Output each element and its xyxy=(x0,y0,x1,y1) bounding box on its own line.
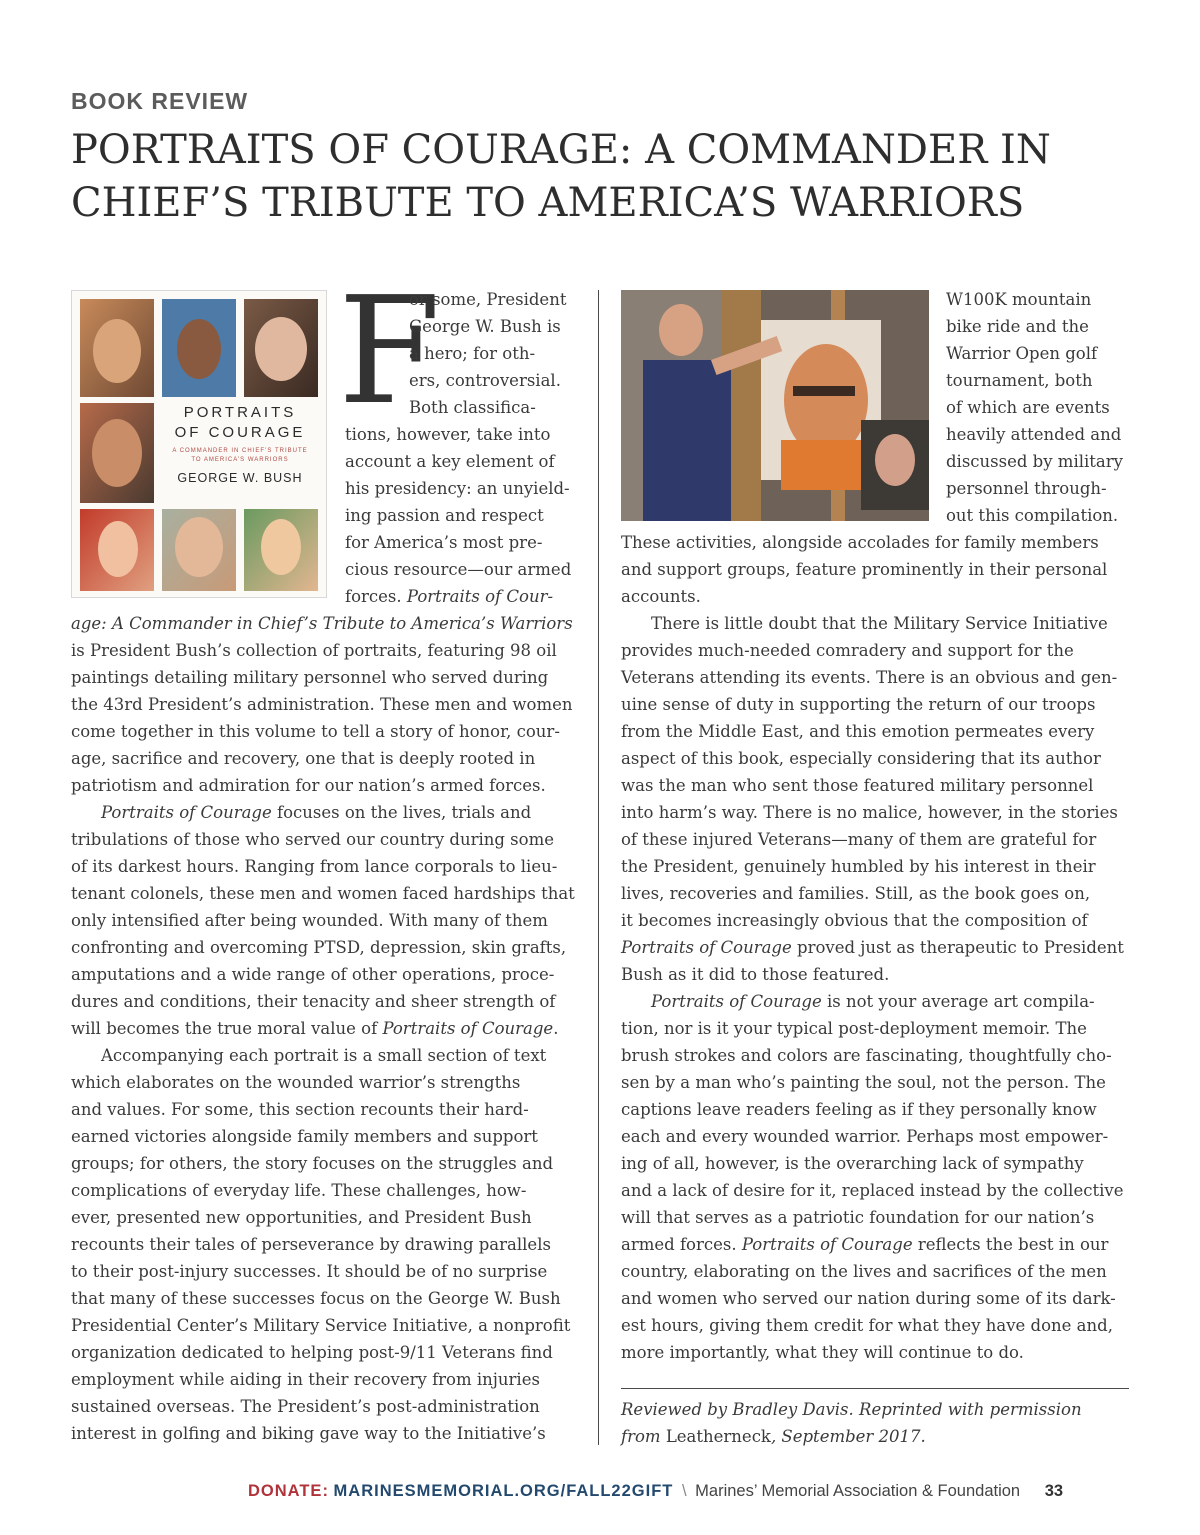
text-line: out this compilation. xyxy=(946,506,1119,525)
text-line: for America’s most pre- xyxy=(345,533,543,552)
text-line: employment while aiding in their recovery from injuries xyxy=(71,1370,540,1389)
text-line: Portraits of Courage is not your average art compila- xyxy=(651,992,1095,1011)
text-line: tribulations of those who served our country during some xyxy=(71,830,554,849)
text-line: heavily attended and xyxy=(946,425,1122,444)
text-line: ing passion and respect xyxy=(345,506,544,525)
text-line: paintings detailing military personnel who served during xyxy=(71,668,549,687)
book-title-italic: Portraits of Cour- xyxy=(406,587,554,606)
text-line: or some, President xyxy=(409,290,567,309)
text-line: Both classifica- xyxy=(409,398,536,417)
text-line: Warrior Open golf xyxy=(946,344,1098,363)
text-line: These activities, alongside accolades for family members xyxy=(621,533,1099,552)
cover-tagline-line: A COMMANDER IN CHIEF’S TRIBUTE xyxy=(172,448,308,454)
text-line: provides much-needed comradery and support for the xyxy=(621,641,1074,660)
text-line: Veterans attending its events. There is an obvious and gen- xyxy=(621,668,1118,687)
cover-author: GEORGE W. BUSH xyxy=(177,471,303,485)
text-line: into harm’s way. There is no malice, however, in the stories xyxy=(621,803,1118,822)
title-line: CHIEF’S TRIBUTE TO AMERICA’S WARRIORS xyxy=(71,180,1025,226)
text-line: Accompanying each portrait is a small section of text xyxy=(101,1046,547,1065)
text-line: that many of these successes focus on the George W. Bush xyxy=(71,1289,561,1308)
text-line: interest in golfing and biking gave way to the Initiative’s xyxy=(71,1424,546,1443)
text-line: and a lack of desire for it, replaced instead by the collective xyxy=(621,1181,1124,1200)
text-line: aspect of this book, especially considering that its author xyxy=(621,749,1101,768)
text-line: of its darkest hours. Ranging from lance corporals to lieu- xyxy=(71,857,558,876)
book-title-italic: Portraits of Courage xyxy=(101,803,272,822)
text-line: cious resource—our armed xyxy=(345,560,572,579)
signature-divider xyxy=(621,1388,1129,1389)
text-line: earned victories alongside family members and support xyxy=(71,1127,538,1146)
text-line: is President Bush’s collection of portraits, featuring 98 oil xyxy=(71,641,557,660)
text-line: tions, however, take into xyxy=(345,425,551,444)
text-line: uine sense of duty in supporting the return of our troops xyxy=(621,695,1096,714)
text-line: of these injured Veterans—many of them are grateful for xyxy=(621,830,1097,849)
text-line: ever, presented new opportunities, and President Bush xyxy=(71,1208,532,1227)
text-line: recounts their tales of perseverance by drawing parallels xyxy=(71,1235,551,1254)
section-label: BOOK REVIEW xyxy=(71,88,249,114)
text-line: organization dedicated to helping post-9/11 Veterans find xyxy=(71,1343,553,1362)
text-line: confronting and overcoming PTSD, depression, skin grafts, xyxy=(71,938,567,957)
text-line: and women who served our nation during some of its dark- xyxy=(621,1289,1116,1308)
text-line: the President, genuinely humbled by his interest in their xyxy=(621,857,1096,876)
text-line: Presidential Center’s Military Service Initiative, a nonprofit xyxy=(71,1316,571,1335)
right-column xyxy=(621,286,1131,1366)
article-title xyxy=(71,124,1131,230)
page-number: 33 xyxy=(1044,1482,1064,1500)
text-line: sustained overseas. The President’s post-administration xyxy=(71,1397,540,1416)
page-footer xyxy=(248,1482,1118,1501)
text-line: a hero; for oth- xyxy=(409,344,536,363)
credit-line: from Leatherneck, September 2017. xyxy=(621,1427,926,1446)
text-line: Portraits of Courage focuses on the lives, trials and xyxy=(101,803,532,822)
text-line: complications of everyday life. These challenges, how- xyxy=(71,1181,527,1200)
text-line: country, elaborating on the lives and sacrifices of the men xyxy=(621,1262,1107,1281)
column-divider xyxy=(598,290,599,1445)
text-line: each and every wounded warrior. Perhaps most empower- xyxy=(621,1127,1109,1146)
cover-tagline-line: TO AMERICA’S WARRIORS xyxy=(191,457,289,463)
text-line: captions leave readers feeling as if they personally know xyxy=(621,1100,1097,1119)
text-line: There is little doubt that the Military Service Initiative xyxy=(651,614,1108,633)
text-line: his presidency: an unyield- xyxy=(345,479,570,498)
text-line: groups; for others, the story focuses on the struggles and xyxy=(71,1154,554,1173)
text-line: est hours, giving them credit for what they have done and, xyxy=(621,1316,1113,1335)
text-line: age: A Commander in Chief’s Tribute to America’s Warriors xyxy=(71,614,573,633)
credit-line: Reviewed by Bradley Davis. Reprinted with permission xyxy=(621,1400,1082,1419)
text-line: W100K mountain xyxy=(946,290,1092,309)
text-line: bike ride and the xyxy=(946,317,1089,336)
footer-separator: \ xyxy=(681,1482,687,1500)
text-line: come together in this volume to tell a story of honor, cour- xyxy=(71,722,560,741)
title-line: PORTRAITS OF COURAGE: A COMMANDER IN xyxy=(71,127,1051,173)
text-line: the 43rd President’s administration. These men and women xyxy=(71,695,573,714)
left-column xyxy=(71,265,586,1447)
text-line: from the Middle East, and this emotion permeates every xyxy=(621,722,1095,741)
text-line: to their post-injury successes. It should be of no surprise xyxy=(71,1262,548,1281)
text-line: Bush as it did to those featured. xyxy=(621,965,890,984)
cover-title-line: PORTRAITS xyxy=(183,404,297,421)
text-line: tion, nor is it your typical post-deployment memoir. The xyxy=(621,1019,1087,1038)
text-line: which elaborates on the wounded warrior’s strengths xyxy=(71,1073,521,1092)
text-line: forces. Portraits of Cour- xyxy=(345,587,554,606)
publication-name: Leatherneck xyxy=(665,1427,771,1446)
text-line: age, sacrifice and recovery, one that is deeply rooted in xyxy=(71,749,536,768)
text-line: and support groups, feature prominently in their personal xyxy=(621,560,1108,579)
text-line: Portraits of Courage proved just as therapeutic to President xyxy=(621,938,1124,957)
text-line: lives, recoveries and families. Still, as the book goes on, xyxy=(621,884,1091,903)
text-line: will that serves as a patriotic foundation for our nation’s xyxy=(621,1208,1095,1227)
book-title-italic: Portraits of Courage xyxy=(741,1235,913,1254)
text-line: sen by a man who’s painting the soul, not the person. The xyxy=(621,1073,1106,1092)
text-line: and values. For some, this section recounts their hard- xyxy=(71,1100,529,1119)
text-line: it becomes increasingly obvious that the composition of xyxy=(621,911,1088,930)
text-line: of which are events xyxy=(946,398,1110,417)
book-title-italic: Portraits of Courage xyxy=(621,938,792,957)
text-line: more importantly, what they will continue to do. xyxy=(621,1343,1024,1362)
text-line: George W. Bush is xyxy=(409,317,561,336)
text-line: personnel through- xyxy=(946,479,1107,498)
text-line: ing of all, however, is the overarching lack of sympathy xyxy=(621,1154,1084,1173)
text-line: accounts. xyxy=(621,587,701,606)
drop-cap: F xyxy=(338,265,441,437)
text-line: armed forces. Portraits of Courage reflects the best in our xyxy=(621,1235,1109,1254)
text-line: discussed by military xyxy=(946,452,1123,471)
text-line: account a key element of xyxy=(345,452,555,471)
text-line: ers, controversial. xyxy=(409,371,561,390)
text-line: brush strokes and colors are fascinating, thoughtfully cho- xyxy=(621,1046,1112,1065)
text-line: was the man who sent those featured military personnel xyxy=(621,776,1094,795)
text-line: amputations and a wide range of other operations, proce- xyxy=(71,965,555,984)
text-line: dures and conditions, their tenacity and sheer strength of xyxy=(71,992,556,1011)
book-title-italic: Portraits of Courage xyxy=(651,992,822,1011)
organization-name: Marines’ Memorial Association & Foundation xyxy=(695,1482,1021,1500)
text-line: will becomes the true moral value of Portraits of Courage. xyxy=(71,1019,559,1038)
donate-link[interactable]: MARINESMEMORIAL.ORG/FALL22GIFT xyxy=(333,1482,674,1500)
donate-label: DONATE: xyxy=(248,1482,329,1500)
cover-title-line: OF COURAGE xyxy=(174,424,306,441)
text-line: tenant colonels, these men and women faced hardships that xyxy=(71,884,575,903)
review-credit xyxy=(621,1396,1082,1450)
book-title-italic: Portraits of Courage xyxy=(382,1019,554,1038)
text-line: tournament, both xyxy=(946,371,1093,390)
text-line: patriotism and admiration for our nation’s armed forces. xyxy=(71,776,546,795)
text-line: only intensified after being wounded. With many of them xyxy=(71,911,548,930)
